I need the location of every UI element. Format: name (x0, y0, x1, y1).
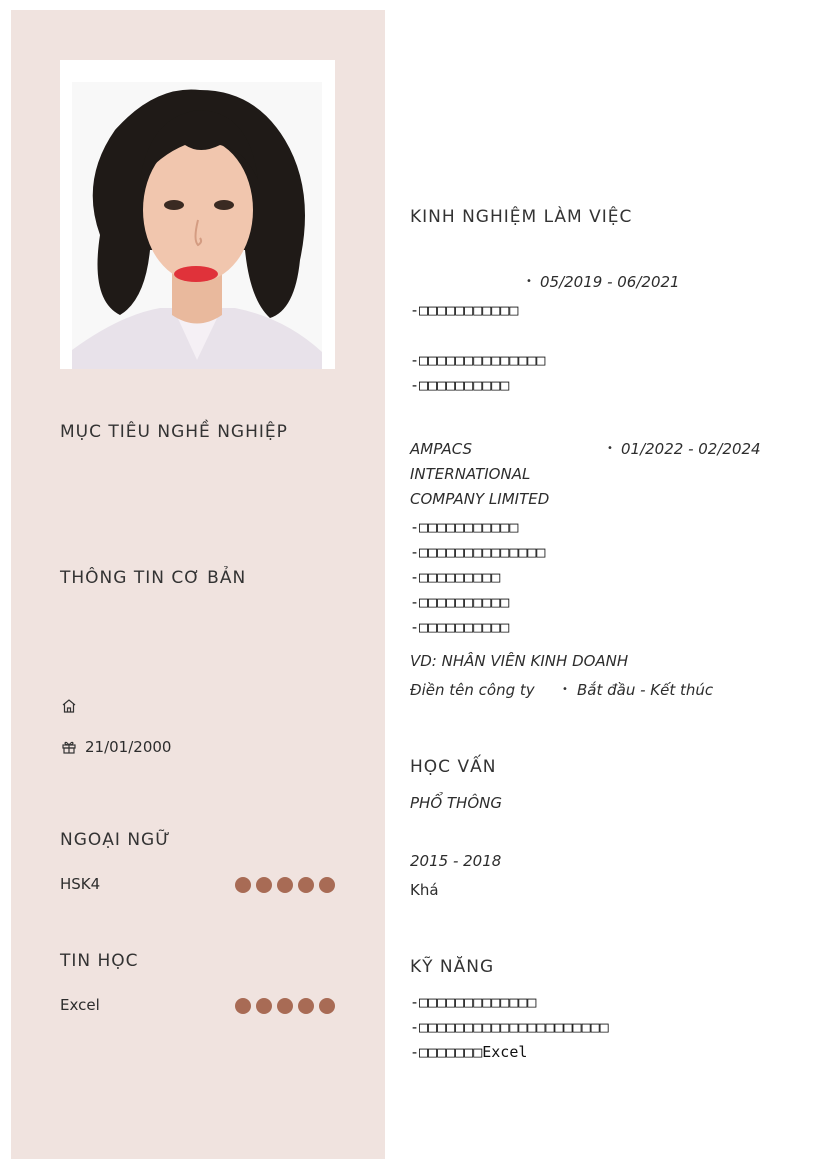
education-title: HỌC VẤN (410, 757, 497, 777)
job1-line: -□□□□□□□□□□□□□□ (410, 351, 546, 369)
job1-period: 05/2019 - 06/2021 (540, 273, 680, 291)
computing-rating (235, 998, 335, 1014)
job2-company-line: INTERNATIONAL (410, 465, 531, 483)
rating-dot (256, 998, 272, 1014)
language-rating (235, 877, 335, 893)
job2-line: -□□□□□□□□□□ (410, 593, 510, 611)
job1-line: -□□□□□□□□□□ (410, 376, 510, 394)
education-grade: Khá (410, 881, 439, 899)
rating-dot (319, 998, 335, 1014)
rating-dot (235, 877, 251, 893)
job1-line: -□□□□□□□□□□□ (410, 301, 519, 319)
job2-bullet: • (607, 443, 613, 454)
basic-info-title: THÔNG TIN CƠ BẢN (60, 568, 247, 588)
computing-item: Excel (60, 996, 100, 1014)
job2-company-line: AMPACS (410, 440, 473, 458)
rating-dot (235, 998, 251, 1014)
profile-photo (60, 60, 335, 369)
rating-dot (277, 998, 293, 1014)
education-period: 2015 - 2018 (410, 852, 502, 870)
job2-line: -□□□□□□□□□□□□□□ (410, 543, 546, 561)
languages-title: NGOẠI NGỮ (60, 830, 171, 850)
rating-dot (298, 998, 314, 1014)
education-school: PHỔ THÔNG (410, 794, 502, 812)
rating-dot (256, 877, 272, 893)
job2-period: 01/2022 - 02/2024 (621, 440, 761, 458)
gift-icon (61, 739, 77, 755)
job2-company-line: COMPANY LIMITED (410, 490, 550, 508)
birthday-text: 21/01/2000 (85, 738, 172, 756)
rating-dot (298, 877, 314, 893)
skill-line: -□□□□□□□□□□□□□□□□□□□□□ (410, 1018, 609, 1036)
example-company: Điền tên công ty (410, 681, 535, 699)
example-position: VD: NHÂN VIÊN KINH DOANH (410, 652, 629, 670)
rating-dot (277, 877, 293, 893)
experience-title: KINH NGHIỆM LÀM VIỆC (410, 207, 633, 227)
job2-line: -□□□□□□□□□□□ (410, 518, 519, 536)
job1-bullet: • (526, 276, 532, 287)
job2-line: -□□□□□□□□□□ (410, 618, 510, 636)
objective-title: MỤC TIÊU NGHỀ NGHIỆP (60, 422, 288, 442)
skill-line: -□□□□□□□Excel (410, 1043, 528, 1061)
rating-dot (319, 877, 335, 893)
skill-line: -□□□□□□□□□□□□□ (410, 993, 537, 1011)
computing-title: TIN HỌC (60, 951, 139, 971)
example-bullet: • (562, 684, 568, 695)
language-item: HSK4 (60, 875, 101, 893)
example-period: Bắt đầu - Kết thúc (577, 681, 714, 699)
home-icon (61, 698, 77, 714)
skills-title: KỸ NĂNG (410, 957, 495, 977)
job2-line: -□□□□□□□□□ (410, 568, 501, 586)
